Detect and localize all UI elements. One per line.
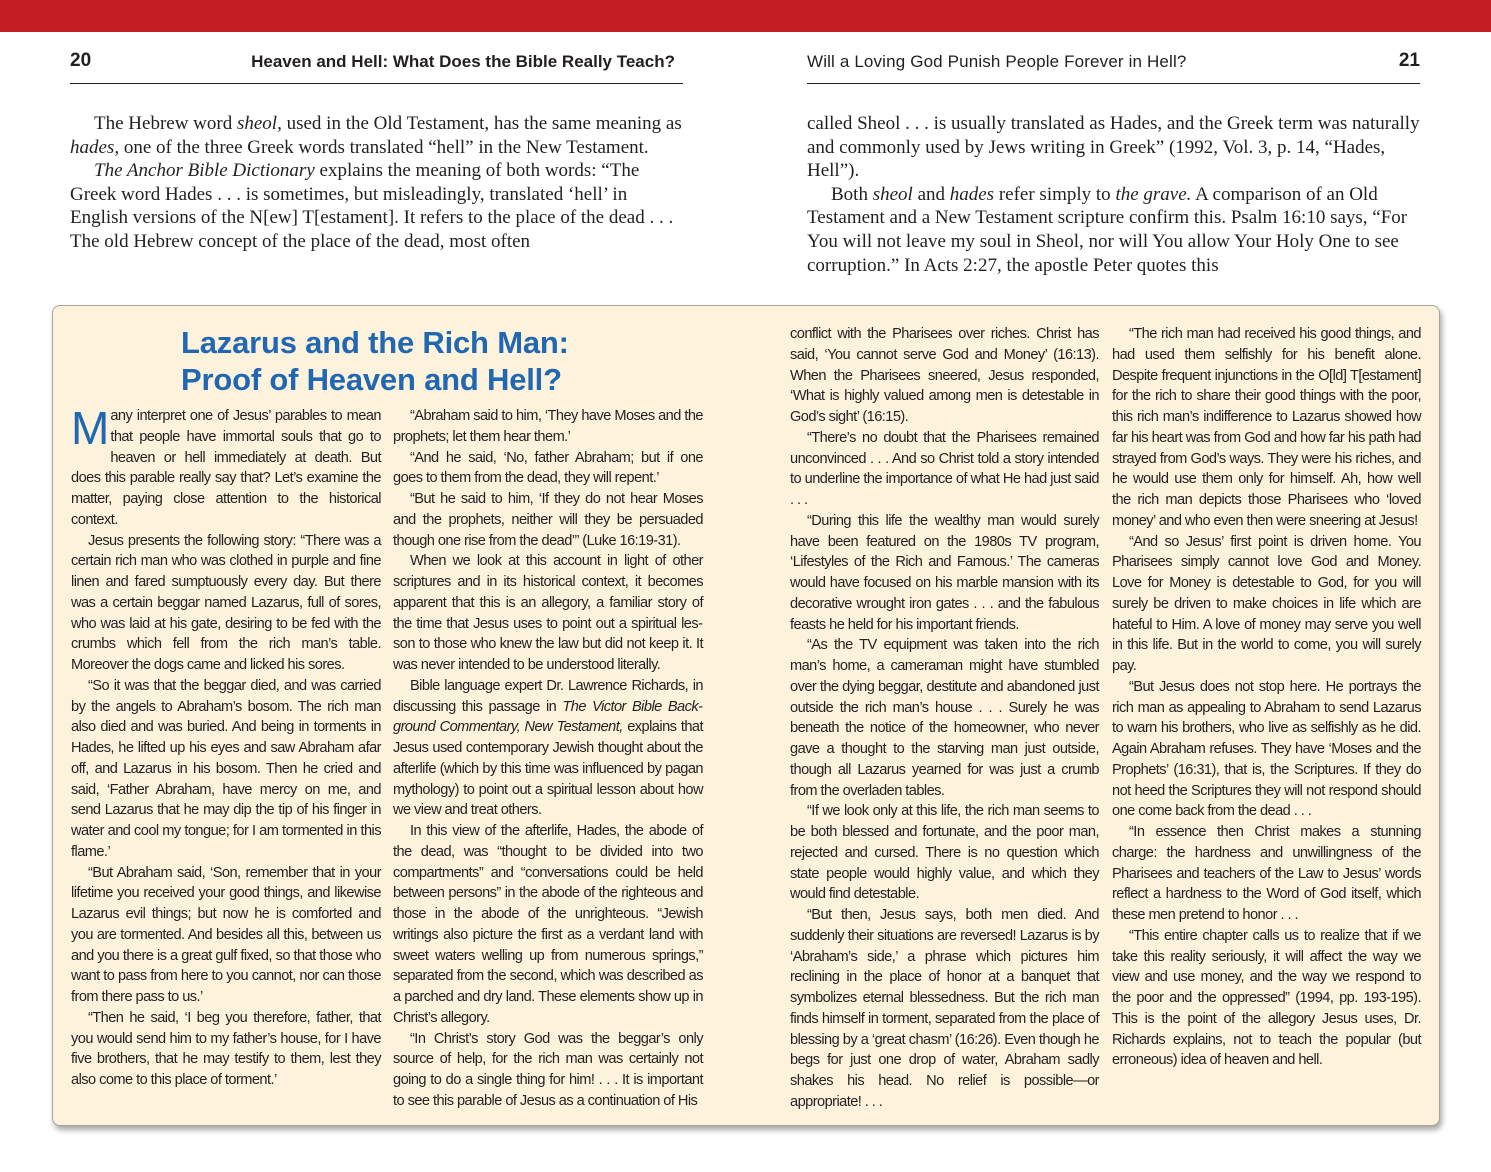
sidebar-paragraph: “Abraham said to him, ‘They have Moses and the prophets; let them hear them.’ xyxy=(393,408,703,445)
sidebar-paragraph: Many interpret one of Jesus’ parables to mean that people have immortal souls that go to heaven or hell immediately at death. But does this parable really say that? Let’s examine the matter, paying close attention to the historical context. xyxy=(71,402,381,528)
right-running-head: Will a Loving God Punish People Forever in Hell? xyxy=(807,52,1187,71)
sidebar-paragraph: “As the TV equipment was taken into the rich man’s home, a cameraman might have stumbled over the dying beggar, destitute and abandoned just outside the rich man’s house . . . Surely he was beneath the notice of the homeowner, who never gave a thought to the starving man just outside, though all Lazarus yearned for was just a crumb from the overladen tables. xyxy=(790,637,1099,799)
sidebar-paragraph: “And so Jesus’ first point is driven home. You Pharisees simply cannot love God and Money. Love for Money is detestable to God, for you will surely be driven to make choices in life which are hateful to Him. A love of money may serve you well in this life. But in the world to come, you will surely pay. xyxy=(1112,533,1421,674)
top-red-band xyxy=(0,0,1491,32)
sidebar-column-1 xyxy=(71,402,381,1091)
sidebar-paragraph: “There’s no doubt that the Pharisees remained unconvinced . . . And so Christ told a story intended to underline the importance of what He had just said . . . xyxy=(790,429,1099,508)
left-page-header xyxy=(70,48,683,84)
sidebar-paragraph: “In essence then Christ makes a stunning charge: the hardness and unwillingness of the Pharisees and teachers of the Law to Jesus’ words reflect a hardness to the Word of God itself, which these men pretend to honor . . . xyxy=(1112,824,1421,923)
left-page-body xyxy=(70,112,684,254)
sidebar-paragraph: Jesus presents the following story: “There was a certain rich man who was clothed in purple and fine linen and fared sumptuously every day. But there was a certain beggar named Lazarus, full of sores, who was laid at his gate, desiring to be fed with the crumbs which fell from the rich man’s table. Moreover the dogs came and licked his sores. xyxy=(71,532,381,673)
right-page-number: 21 xyxy=(1398,50,1420,71)
sidebar-paragraph: “In Christ’s story God was the beggar’s only source of help, for the rich man was certainly not going to do a single thing for him! . . . It is important to see this parable of Jesus as a continuation of His xyxy=(393,1030,703,1109)
left-running-head: Heaven and Hell: What Does the Bible Really Teach? xyxy=(251,52,675,71)
sidebar-column-4 xyxy=(1112,324,1421,1071)
drop-cap: M xyxy=(71,402,109,454)
sidebar-paragraph: “So it was that the beggar died, and was carried by the angels to Abraham’s bosom. The rich man also died and was buried. And being in torments in Hades, he lifted up his eyes and saw Abraham afar off, and Lazarus in his bosom. Then he cried and said, ‘Father Abraham, have mercy on me, and send Lazarus that he may dip the tip of his finger in water and cool my tongue; for I am tormented in this flame.’ xyxy=(71,677,381,860)
sidebar-paragraph: “But he said to him, ‘If they do not hear Moses and the prophets, neither will they be persuaded though one rise from the dead’” (Luke 16:19-31). xyxy=(393,491,703,549)
sidebar-box xyxy=(52,305,1440,1126)
sidebar-title: Lazarus and the Rich Man: Proof of Heaven and Hell? xyxy=(181,325,569,397)
sidebar-paragraph: “But Abraham said, ‘Son, remember that in your lifetime you received your good things, and likewise Lazarus evil things; but now he is comforted and you are tormented. And besides all this, between us and you there is a great gulf fixed, so that those who want to pass from here to you cannot, nor can those from there pass to us.’ xyxy=(71,864,381,1005)
body-paragraph: The Anchor Bible Dictionary explains the meaning of both words: “The Greek word Hades . . . is sometimes, but misleadingly, translated ‘hell’ in English versions of the N[ew] T[estament]. It refers to the place of the dead . . . The old Hebrew concept of the place of the dead, most often xyxy=(70,160,674,252)
body-paragraph: Both sheol and hades refer simply to the grave. A comparison of an Old Testament and a New Testament scripture confirm this. Psalm 16:10 says, “For You will not leave my soul in Sheol, nor will You allow Your Holy One to see corruption.” In Acts 2:27, the apostle Peter quotes this xyxy=(807,183,1408,276)
sidebar-paragraph: “Then he said, ‘I beg you therefore, father, that you would send him to my father’s house, for I have five brothers, that he may testify to them, lest they also come to this place of torment.’ xyxy=(71,1009,381,1088)
sidebar-paragraph: “And he said, ‘No, father Abraham; but if one goes to them from the dead, they will repent.’ xyxy=(393,449,703,487)
sidebar-paragraph: “During this life the wealthy man would surely have been featured on the 1980s TV program, ‘Lifestyles of the Rich and Famous.’ The cameras would have focused on his marble mansion with its decorative wrought iron gates . . . and the fabulous feasts he held for his important friends. xyxy=(790,512,1099,633)
right-page-header xyxy=(807,48,1420,84)
left-page-number: 20 xyxy=(70,50,92,71)
right-page-body xyxy=(807,112,1421,277)
sidebar-paragraph: When we look at this account in light of other scriptures and in its historical context, it becomes apparent that this is an allegory, a familiar story of the time that Jesus uses to point out a spiritual lesson to those who knew the law but did not keep it. It was never intended to be understood literally. xyxy=(393,553,703,673)
sidebar-paragraph: “But Jesus does not stop here. He portrays the rich man as appealing to Abraham to send Lazarus to warn his brothers, who live as selfishly as he did. Again Abraham refuses. They have ‘Moses and the Prophets’ (16:31), that is, the Scriptures. If they do not heed the Scriptures they will not respond should one come back from the dead . . . xyxy=(1112,678,1421,820)
sidebar-column-3 xyxy=(790,324,1099,1113)
sidebar-paragraph: In this view of the afterlife, Hades, the abode of the dead, was “thought to be divided into two compartments” and “conversations could be held between persons” in the abode of the righteous and those in the abode of the unrighteous. “Jewish writings also picture the first as a verdant land with sweet waters welling up from numerous springs,” separated from the second, which was described as a parched and dry land. These elements show up in Christ’s allegory. xyxy=(393,823,703,1026)
body-paragraph: The Hebrew word sheol, used in the Old Testament, has the same meaning as hades, one of the three Greek words translated “hell” in the New Testament. xyxy=(70,113,682,158)
sidebar-paragraph: “The rich man had received his good things, and had used them selfishly for his benefit alone. Despite frequent injunctions in the O[ld] T[estament] for the rich to share their good things with the poor, this rich man’s indifference to Lazarus showed how far his heart was from God and how far his path had strayed from God’s ways. They were his riches, and he would use them only for himself. Ah, how well the rich man depicts those Pharisees who ‘loved money’ and who even then were sneering at Jesus! xyxy=(1112,326,1421,529)
sidebar-paragraph: Bible language expert Dr. Lawrence Richards, in discussing this passage in The Victor Bible Background Commentary, New Testament, explains that Jesus used contemporary Jewish thought about the afterlife (which by this time was influenced by pagan mythology) to point out a spiritual lesson about how we view and treat others. xyxy=(393,677,704,819)
sidebar-column-2 xyxy=(393,406,703,1112)
sidebar-paragraph: conflict with the Pharisees over riches. Christ has said, ‘You cannot serve God and Money’ (16:13). When the Pharisees sneered, Jesus responded, ‘What is highly valued among men is detestable in God’s sight’ (16:15). xyxy=(790,326,1099,425)
sidebar-paragraph: “If we look only at this life, the rich man seems to be both blessed and fortunate, and the poor man, rejected and cursed. There is no question which state people would highly value, and which they would find detestable. xyxy=(790,803,1099,903)
body-paragraph: called Sheol . . . is usually translated as Hades, and the Greek term was naturally and commonly used by Jews writing in Greek” (1992, Vol. 3, p. 14, “Hades, Hell”). xyxy=(807,113,1420,182)
sidebar-paragraph: “But then, Jesus says, both men died. And suddenly their situations are reversed! Lazarus is by ‘Abraham’s side,’ a phrase which pictures him reclining in the place of honor at a banquet that symbolizes eternal blessedness. But the rich man finds himself in torment, separated from the place of blessing by a ‘great chasm’ (16:26). Even though he begs for just one drop of water, Abraham sadly shakes his head. No relief is possible—or appropriate! . . . xyxy=(790,907,1099,1110)
sidebar-paragraph: “This entire chapter calls us to realize that if we take this reality seriously, it will affect the way we view and use money, and the way we respond to the poor and the oppressed” (1994, pp. 193-195). This is the point of the allegory Jesus uses, Dr. Richards explains, not to teach the popular (but erroneous) idea of heaven and hell. xyxy=(1112,927,1421,1069)
